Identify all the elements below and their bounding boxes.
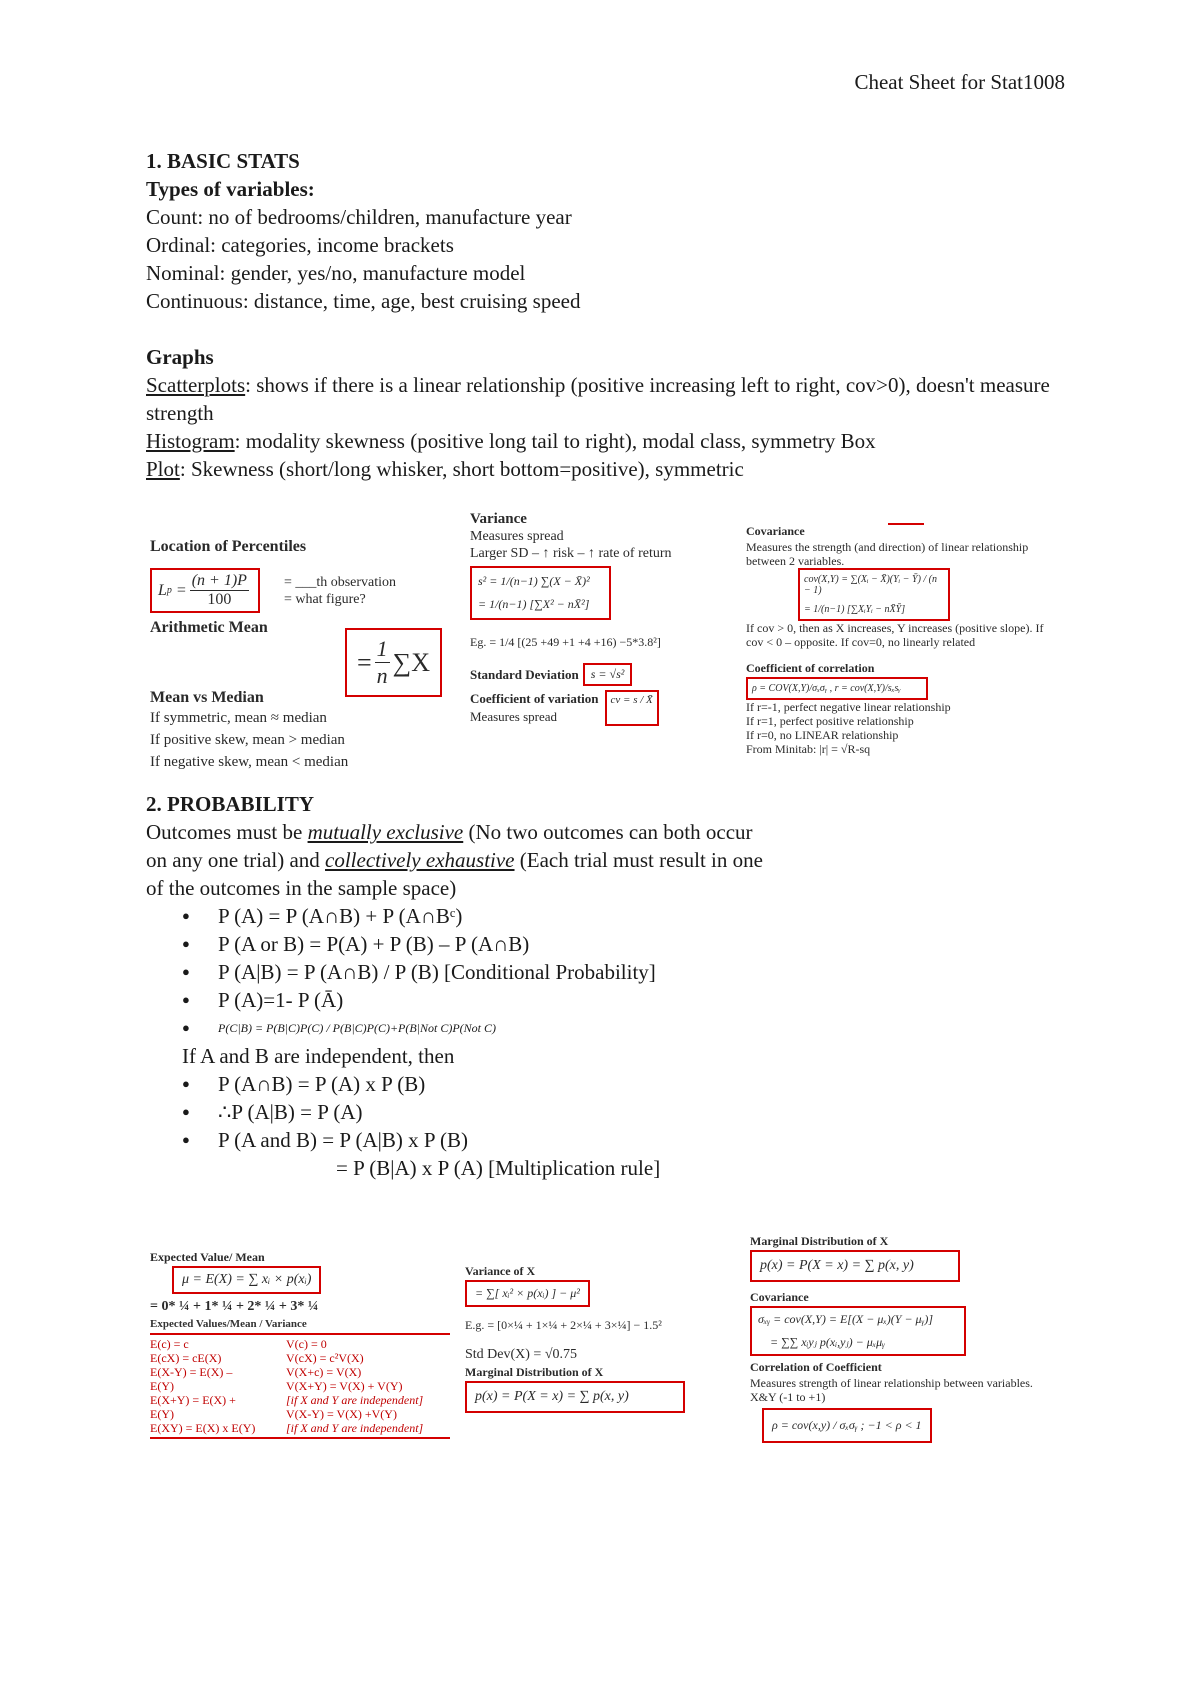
type-count: Count: no of bedrooms/children, manufacture year xyxy=(146,205,572,229)
var-x-formula: = ∑[ xᵢ² × p(xᵢ) ] − μ² xyxy=(465,1280,590,1307)
ev-formula: μ = E(X) = ∑ xᵢ × p(xᵢ) xyxy=(172,1266,321,1294)
variance-line-2: Larger SD – ↑ risk – ↑ rate of return xyxy=(470,546,672,561)
ev-example: = 0* ¼ + 1* ¼ + 2* ¼ + 3* ¼ xyxy=(150,1299,319,1314)
correlation-note-4: From Minitab: |r| = √R-sq xyxy=(746,742,871,756)
scatterplots-line xyxy=(146,371,1076,427)
covariance-title: Covariance xyxy=(746,524,805,538)
percentiles-note-1: = ___th observation xyxy=(283,574,397,590)
marg-x-formula: p(x) = P(X = x) = ∑ p(x, y) xyxy=(465,1381,685,1413)
independent-intro: If A and B are independent, then xyxy=(182,1044,455,1068)
plot-line xyxy=(146,455,1076,483)
histogram-text: : modality skewness (positive long tail to right), modal class, symmetry Box xyxy=(234,429,876,453)
cov-formula: σₓᵧ = cov(X,Y) = E[(X − μₓ)(Y − μᵧ)] = ∑∑ xᵢyⱼ p(xᵢ,yⱼ) − μₓμᵧ xyxy=(750,1306,966,1356)
marg-dist-title: Marginal Distribution of X xyxy=(750,1234,889,1248)
corr-coef-title: Correlation of Coefficient xyxy=(750,1360,882,1374)
rule-total-probability: ● P (A) = P (A∩B) + P (A∩Bᶜ) xyxy=(182,902,766,930)
probability-section xyxy=(146,790,766,1182)
ev-table-row: E(Y) V(X-Y) = V(X) +V(Y) xyxy=(150,1407,397,1421)
ev-table-row: E(cX) = cE(X) V(cX) = c²V(X) xyxy=(150,1351,364,1365)
corr-coef-formula: ρ = cov(x,y) / σₓσᵧ ; −1 < ρ < 1 xyxy=(762,1408,932,1443)
cv-formula: cv = s / X̄ xyxy=(605,690,659,726)
mean-title: Arithmetic Mean xyxy=(150,619,268,636)
sd-title: Standard Deviation xyxy=(470,666,579,682)
variance-of-x-panel xyxy=(465,1262,725,1413)
section-title-probability: 2. PROBABILITY xyxy=(146,792,315,816)
expected-value-panel xyxy=(150,1248,450,1439)
variance-line-1: Measures spread xyxy=(470,529,564,544)
covariance-line-2: between 2 variables. xyxy=(746,554,845,568)
mean-formula: = $\frac{1}{n}$ ∑X xyxy=(345,628,442,697)
page-header: Cheat Sheet for Stat1008 xyxy=(854,70,1065,94)
basic-stats-section xyxy=(146,147,1076,483)
rule-bayes: ● P(C|B) = P(B|C)P(C) / P(B|C)P(C)+P(B|Not C)P(Not C) xyxy=(182,1014,766,1042)
rule-independent-conditional: ● ∴P (A|B) = P (A) xyxy=(182,1098,766,1126)
percentiles-note-2: = what figure? xyxy=(283,591,366,607)
percentiles-formula: L p = $\frac{(n + 1)P}{100}$ xyxy=(150,568,260,613)
type-continuous: Continuous: distance, time, age, best cruising speed xyxy=(146,289,581,313)
covariance-line-1: Measures the strength (and direction) of linear relationship xyxy=(746,540,1029,554)
correlation-note-2: If r=1, perfect positive relationship xyxy=(746,714,914,728)
plot-text: : Skewness (short/long whisker, short bottom=positive), symmetric xyxy=(179,457,744,481)
cv-title: Coefficient of variation xyxy=(470,691,599,706)
correlation-formula: ρ = COV(X,Y)/σₓσᵧ , r = cov(X,Y)/sₓsᵧ xyxy=(746,677,928,700)
corr-coef-line-2: X&Y (-1 to +1) xyxy=(750,1390,826,1404)
independent-rules xyxy=(146,1070,766,1154)
rule-complement: ● P (A)=1- P (Ā) xyxy=(182,986,766,1014)
joint-distribution-panel xyxy=(750,1232,1050,1443)
corr-coef-line-1: Measures strength of linear relationship between variables. xyxy=(750,1376,1033,1390)
histogram-line xyxy=(146,427,1076,455)
probability-rules xyxy=(146,902,766,1042)
ev-title: Expected Value/ Mean xyxy=(150,1250,265,1264)
mean-vs-median-title: Mean vs Median xyxy=(150,689,264,706)
rule-conditional: ● P (A|B) = P (A∩B) / P (B) [Conditional Probability] xyxy=(182,958,766,986)
histogram-term: Histogram xyxy=(146,429,235,453)
type-ordinal: Ordinal: categories, income brackets xyxy=(146,233,454,257)
types-title: Types of variables: xyxy=(146,177,315,201)
marg-dist-formula: p(x) = P(X = x) = ∑ p(x, y) xyxy=(750,1250,960,1282)
cov-title: Covariance xyxy=(750,1290,809,1304)
variance-example: Eg. = 1/4 [(25 +49 +1 +4 +16) −5*3.8²] xyxy=(470,635,661,649)
mean-median-symmetric: If symmetric, mean ≈ median xyxy=(150,710,327,726)
ev-table-row: E(Y) V(X+Y) = V(X) + V(Y) xyxy=(150,1379,403,1393)
covariance-note-1: If cov > 0, then as X increases, Y increases (positive slope). If xyxy=(746,621,1044,635)
variance-formula: s² = 1/(n−1) ∑(X − X̄)² = 1/(n−1) [∑X² − nX̄²] xyxy=(470,566,611,620)
rule-addition: ● P (A or B) = P(A) + P (B) – P (A∩B) xyxy=(182,930,766,958)
correlation-title: Coefficient of correlation xyxy=(746,661,875,675)
ev-table-row: E(X+Y) = E(X) + [if X and Y are independent] xyxy=(150,1393,424,1407)
ev-table xyxy=(150,1333,450,1439)
covariance-note-2: cov < 0 – opposite. If cov=0, no linearly related xyxy=(746,635,976,649)
evv-title: Expected Values/Mean / Variance xyxy=(150,1318,307,1330)
cv-line: Measures spread xyxy=(470,709,557,724)
correlation-note-3: If r=0, no LINEAR relationship xyxy=(746,728,899,742)
percentiles-panel xyxy=(150,538,460,773)
var-x-example: E.g. = [0×¼ + 1×¼ + 2×¼ + 3×¼] − 1.5² xyxy=(465,1318,662,1332)
var-x-title: Variance of X xyxy=(465,1264,536,1278)
scatter-term: Scatterplots xyxy=(146,373,246,397)
rule-independent-intersection: ● P (A∩B) = P (A) x P (B) xyxy=(182,1070,766,1098)
sd-formula: s = √s² xyxy=(583,663,633,686)
correlation-note-1: If r=-1, perfect negative linear relationship xyxy=(746,700,951,714)
marg-x-title: Marginal Distribution of X xyxy=(465,1365,604,1379)
plot-term: Plot xyxy=(146,457,180,481)
covariance-panel xyxy=(746,522,1056,756)
mean-median-positive: If positive skew, mean > median xyxy=(150,732,345,748)
ev-table-row: E(c) = c V(c) = 0 xyxy=(150,1337,327,1351)
covariance-formula: cov(X,Y) = ∑(Xᵢ − X̄)(Yᵢ − Ȳ) / (n − 1) = 1/(n−1) [∑XᵢYᵢ − nX̄Ȳ] xyxy=(798,568,950,621)
ev-table-row: E(XY) = E(X) x E(Y) [if X and Y are independent] xyxy=(150,1421,424,1435)
type-nominal: Nominal: gender, yes/no, manufacture model xyxy=(146,261,526,285)
variance-title: Variance xyxy=(470,511,527,527)
mean-median-negative: If negative skew, mean < median xyxy=(150,754,349,770)
percentiles-title: Location of Percentiles xyxy=(150,538,307,555)
section-title-basic-stats: 1. BASIC STATS xyxy=(146,149,300,173)
graphs-title: Graphs xyxy=(146,345,214,369)
std-dev-line: Std Dev(X) = √0.75 xyxy=(465,1347,578,1362)
variance-panel xyxy=(470,510,705,726)
probability-intro: Outcomes must be mutually exclusive (No two outcomes can both occur on any one trial) and collectively exhaustive (Each trial must result in one of the outcomes in the sample space) xyxy=(146,820,763,900)
scatter-text: : shows if there is a linear relationship (positive increasing left to right, cov>0), doesn't measure strength xyxy=(146,373,1050,425)
multiplication-rule: = P (B|A) x P (A) [Multiplication rule] xyxy=(336,1156,661,1180)
rule-and: ● P (A and B) = P (A|B) x P (B) xyxy=(182,1126,766,1154)
ev-table-row: E(X-Y) = E(X) – V(X+c) = V(X) xyxy=(150,1365,362,1379)
